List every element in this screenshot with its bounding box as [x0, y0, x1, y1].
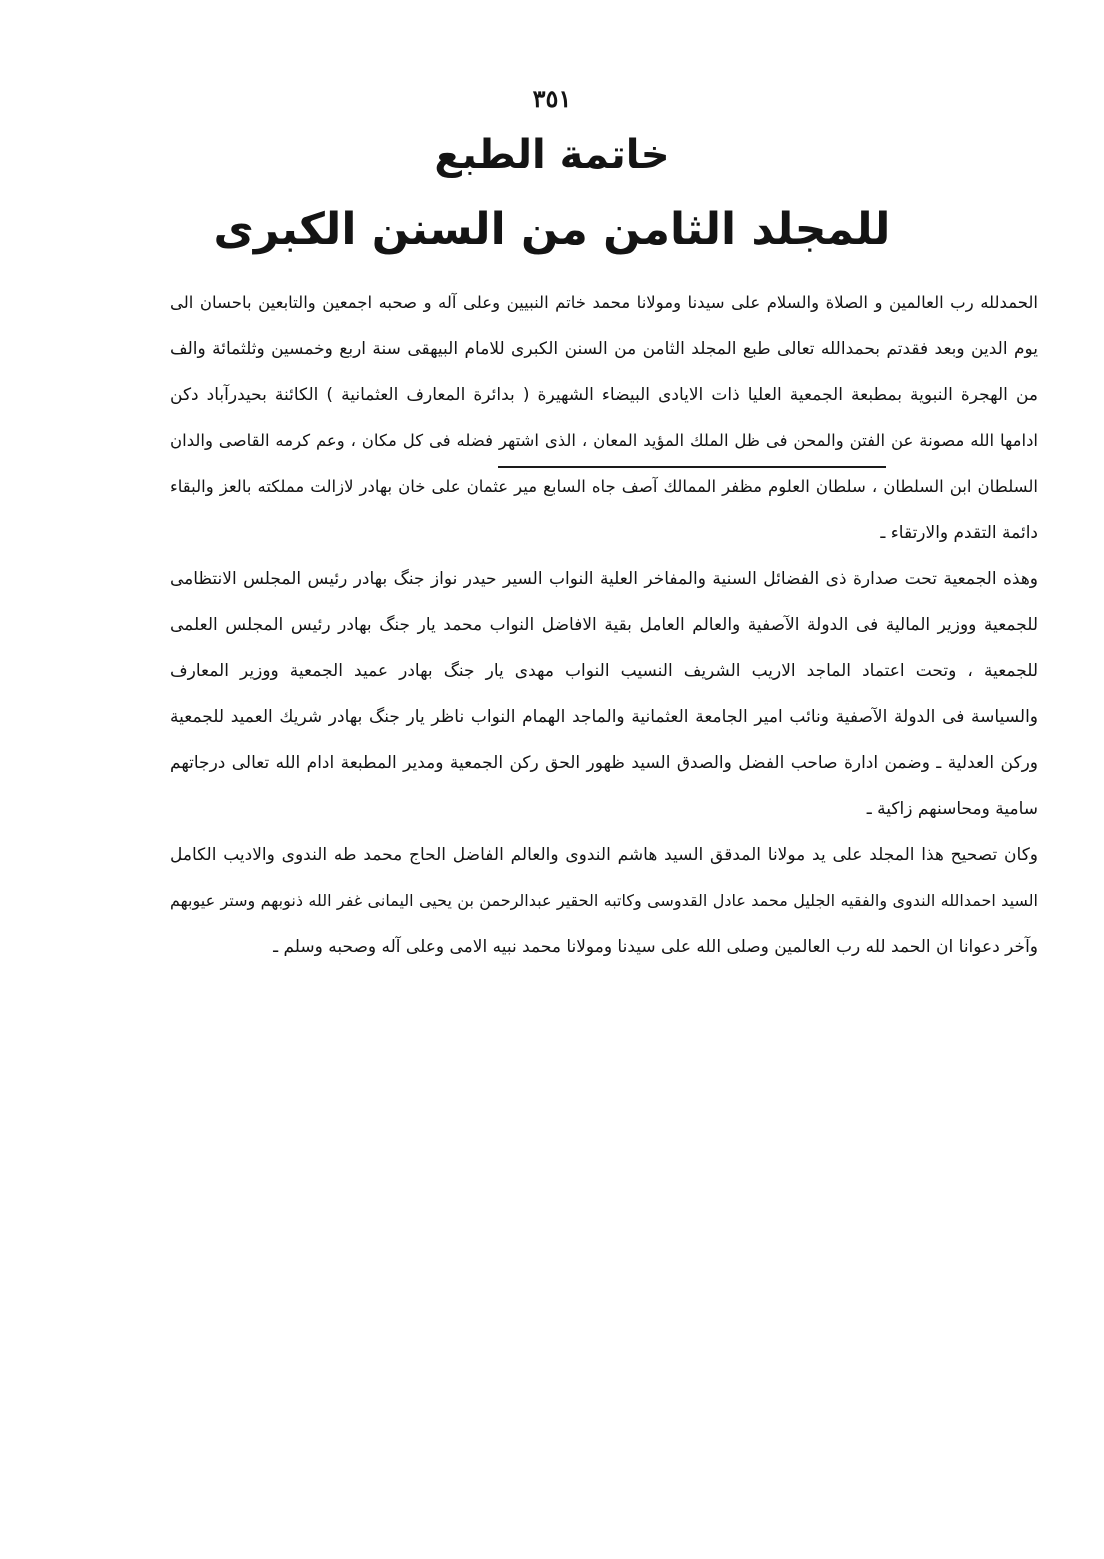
body-line-11: وركن العدلية ـ وضمن ادارة صاحب الفضل والصدق السيد ظهور الحق ركن الجمعية ومدير المطبعة ادام الله تعالى درجاتهم — [170, 753, 1038, 773]
body-line-8: للجمعية ووزير المالية فى الدولة الآصفية والعالم العامل بقية الافاضل النواب محمد يار جنگ بهادر رئيس المجلس العلمى — [170, 615, 1038, 635]
body-line-2: يوم الدين وبعد فقدتم بحمدالله تعالى طبع المجلد الثامن من السنن الكبرى للامام البيهقى سنة اربع وخمسين وثلثمائة والف — [170, 339, 1038, 359]
body-line-6: دائمة التقدم والارتقاء ـ — [880, 523, 1038, 543]
colophon-body — [170, 280, 1038, 970]
body-line-3: من الهجرة النبوية بمطبعة الجمعية العليا ذات الايادى البيضاء الشهيرة ( بدائرة المعارف العثمانية ) الكائنة بحيدرآباد دكن — [170, 385, 1038, 405]
body-line-13: وكان تصحيح هذا المجلد على يد مولانا المدقق السيد هاشم الندوى والعالم الفاضل الحاج محمد طه الندوى والاديب الكامل — [170, 845, 1038, 865]
colophon-title: خاتمة الطبع — [434, 132, 670, 178]
body-line-1: الحمدلله رب العالمين و الصلاة والسلام على سيدنا ومولانا محمد خاتم النبيين وعلى آله و صحبه اجمعين والتابعين باحسان الى — [170, 293, 1038, 312]
body-line-12: سامية ومحاسنهم زاكية ـ — [866, 799, 1038, 819]
body-line-14: السيد احمدالله الندوى والفقيه الجليل محمد عادل القدوسى وكاتبه الحقير عبدالرحمن بن يحيى اليمانى غفر الله ذنوبهم وستر عيوبهم — [170, 891, 1038, 910]
body-line-9: للجمعية ، وتحت اعتماد الماجد الاريب الشريف النسيب النواب مهدى يار جنگ بهادر عميد الجمعية ووزير المعارف — [170, 661, 1038, 681]
body-line-10: والسياسة فى الدولة الآصفية ونائب امير الجامعة العثمانية والماجد الهمام النواب ناظر يار جنگ بهادر شريك العميد للجمعية — [170, 707, 1038, 727]
page-number: ٣٥١ — [532, 84, 572, 113]
body-line-7: وهذه الجمعية تحت صدارة ذى الفضائل السنية والمفاخر العلية النواب السير حيدر نواز جنگ بهادر رئيس المجلس الانتظامى — [170, 569, 1038, 589]
body-line-4: ادامها الله مصونة عن الفتن والمحن فى ظل الملك المؤيد المعان ، الذى اشتهر فضله فى كل مكان ، وعم كرمه القاصى والدان — [170, 431, 1038, 450]
body-line-5: السلطان ابن السلطان ، سلطان العلوم مظفر الممالك آصف جاه السابع مير عثمان على خان بهادر لازالت مملكته بالعز والبقاء — [170, 477, 1038, 496]
body-line-15: وآخر دعوانا ان الحمد لله رب العالمين وصلى الله على سيدنا ومولانا محمد نبيه الامى وعلى آله وصحبه وسلم ـ — [273, 937, 1038, 957]
colophon-subtitle: للمجلد الثامن من السنن الكبرى — [213, 204, 891, 255]
